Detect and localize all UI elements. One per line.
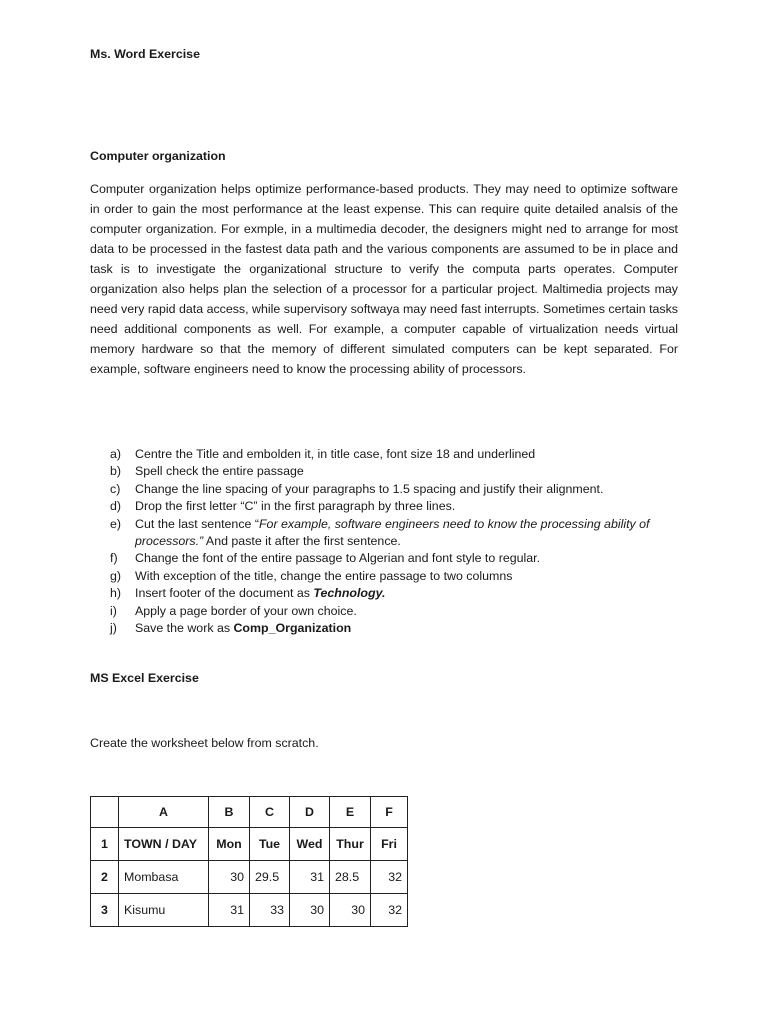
column-header: E — [330, 797, 371, 828]
table-row — [91, 861, 408, 894]
table-cell: Mon — [209, 828, 250, 861]
list-item-text: Spell check the entire passage — [135, 464, 304, 479]
column-header: D — [290, 797, 330, 828]
table-cell: 33 — [250, 894, 290, 927]
row-number: 3 — [91, 894, 119, 927]
passage-paragraph: Computer organization helps optimize performance-based products. They may need to optimize software in order to gain the most performance at the least expense. This can require quite detailed analsis of the computer organization. For exmple, in a multimedia decoder, the designers might ned to arrange for most data to be processed in the fastest data path and the various components are assumed to be in place and task is to investigate the organizational structure to verify the computa parts operates. Computer organization also helps plan the selection of a processor for a particular project. Maltimedia projects may need very rapid data access, while supervisory softwaya may need fast interrupts. Sometimes certain tasks need additional components as well. For example, a computer capable of virtualization needs virtual memory hardware so that the memory of different simulated computers can be kept separated. For example, software engineers need to know the processing ability of processors. — [90, 182, 678, 376]
list-item-text-part: And paste it after the first sentence. — [203, 534, 401, 549]
list-item-text — [135, 620, 678, 637]
list-item-text — [135, 585, 678, 602]
column-header-row — [91, 797, 408, 828]
table-cell: Thur — [330, 828, 371, 861]
list-marker: i) — [110, 603, 117, 618]
list-item — [110, 620, 678, 637]
column-header: A — [119, 797, 209, 828]
list-marker: a) — [110, 447, 122, 461]
task-list — [110, 446, 678, 637]
table-cell: 31 — [209, 894, 250, 927]
list-marker: j) — [110, 621, 117, 636]
row-number: 1 — [91, 828, 119, 861]
list-item-text: With exception of the title, change the entire passage to two columns — [135, 568, 513, 583]
list-item-text: Centre the Title and embolden it, in title case, font size 18 and underlined — [135, 447, 536, 461]
table-cell: Mombasa — [119, 861, 209, 894]
table-cell: Tue — [250, 828, 290, 861]
list-marker: h) — [110, 586, 122, 601]
list-item — [110, 550, 678, 567]
table-cell: 30 — [209, 861, 250, 894]
word-exercise-heading: Ms. Word Exercise — [90, 47, 200, 61]
list-item-text: Change the line spacing of your paragraphs to 1.5 spacing and justify their alignment. — [135, 481, 604, 496]
table-cell: TOWN / DAY — [119, 828, 209, 861]
list-item-text-part: Save the work as — [135, 621, 234, 636]
footer-text-emphasis: Technology. — [313, 586, 386, 601]
list-item — [110, 498, 678, 515]
list-item — [110, 463, 678, 480]
excel-instruction: Create the worksheet below from scratch. — [90, 736, 319, 750]
table-cell: Kisumu — [119, 894, 209, 927]
list-item-text — [135, 516, 678, 551]
table-cell: 30 — [330, 894, 371, 927]
table-cell: 28.5 — [330, 861, 371, 894]
list-item-text: Apply a page border of your own choice. — [135, 603, 357, 618]
list-item — [110, 446, 678, 463]
list-item — [110, 481, 678, 498]
row-number: 2 — [91, 861, 119, 894]
list-marker: b) — [110, 464, 122, 479]
filename-emphasis: Comp_Organization — [233, 621, 352, 636]
column-header: F — [371, 797, 408, 828]
list-marker: d) — [110, 499, 122, 514]
worksheet-table — [90, 796, 408, 927]
list-item — [110, 585, 678, 602]
list-item-text: Change the font of the entire passage to Algerian and font style to regular. — [135, 551, 541, 566]
list-item — [110, 568, 678, 585]
corner-cell — [91, 797, 119, 828]
table-cell: 29.5 — [250, 861, 290, 894]
column-header: B — [209, 797, 250, 828]
excel-exercise-heading: MS Excel Exercise — [90, 671, 199, 685]
list-item-text-part: Insert footer of the document as — [135, 586, 314, 601]
list-item — [110, 603, 678, 620]
quoted-sentence: For example, software engineers need to know the processing ability of processors.” — [135, 516, 650, 549]
list-marker: c) — [110, 481, 121, 496]
table-cell: 32 — [371, 894, 408, 927]
list-item — [110, 516, 678, 551]
table-row — [91, 894, 408, 927]
section-title: Computer organization — [90, 149, 226, 163]
table-row — [91, 828, 408, 861]
column-header: C — [250, 797, 290, 828]
table-cell: Wed — [290, 828, 330, 861]
table-cell: 31 — [290, 861, 330, 894]
list-item-text-part: Cut the last sentence “ — [135, 516, 259, 531]
table-cell: Fri — [371, 828, 408, 861]
list-marker: e) — [110, 516, 122, 531]
list-marker: f) — [110, 551, 118, 566]
table-cell: 32 — [371, 861, 408, 894]
list-marker: g) — [110, 568, 122, 583]
table-cell: 30 — [290, 894, 330, 927]
list-item-text: Drop the first letter “C” in the first paragraph by three lines. — [135, 499, 456, 514]
